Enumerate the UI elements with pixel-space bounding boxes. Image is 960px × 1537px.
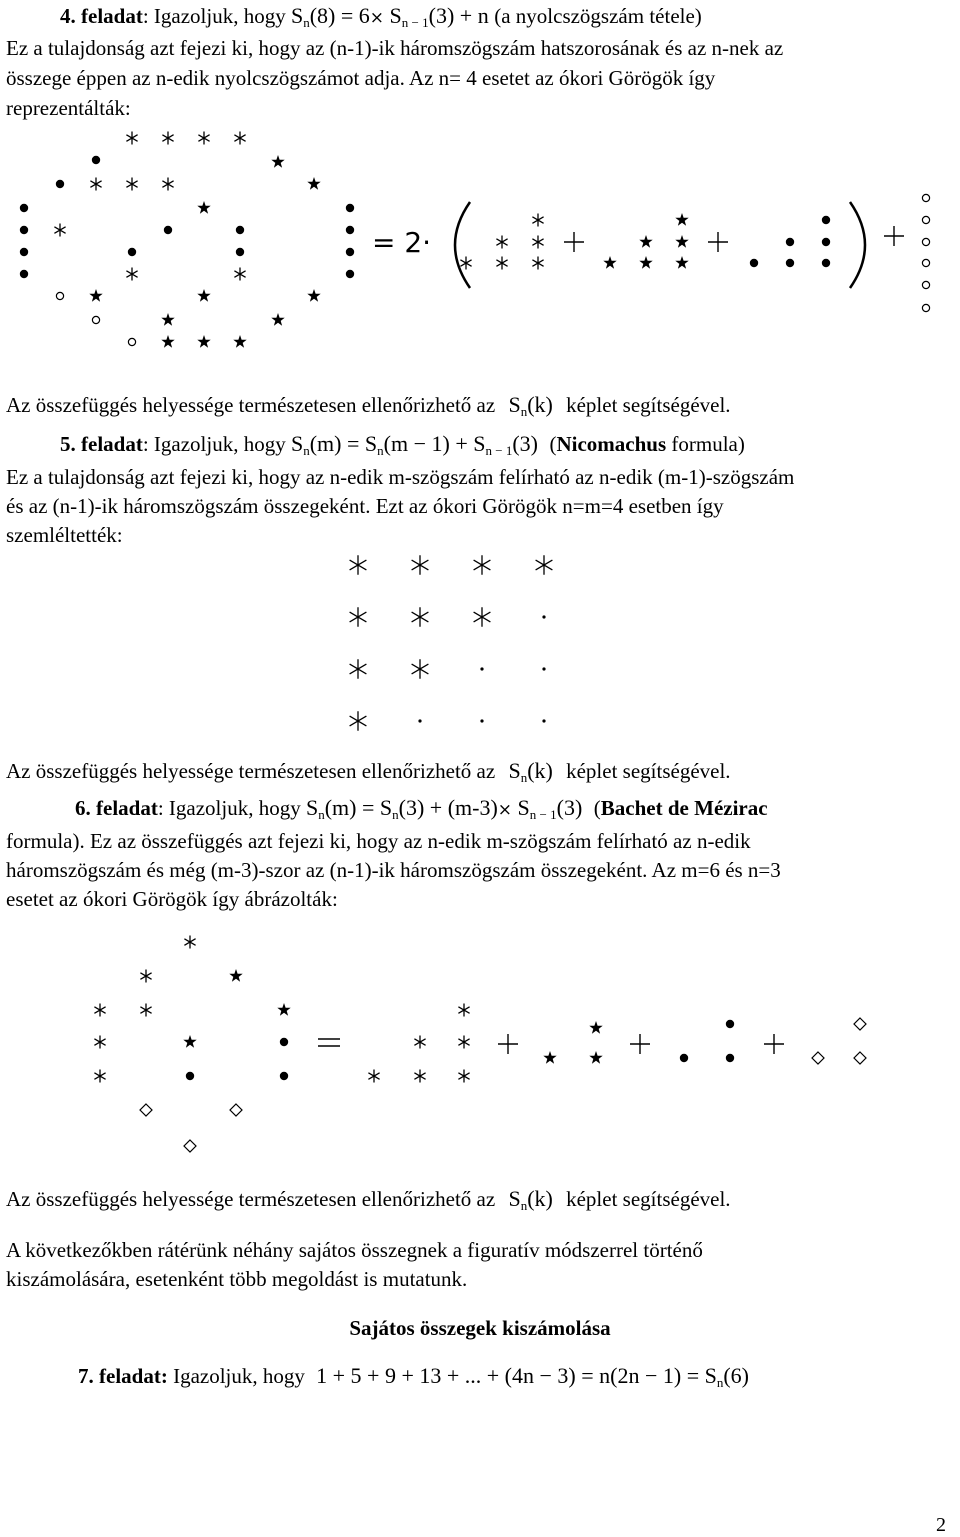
- task7-formula: 1 + 5 + 9 + 13 + ... + $(4n - 3) = n(2n - 1) = S_n(6)$: [316, 1363, 750, 1390]
- task6-heading: [75, 796, 768, 822]
- dot-mark: [750, 259, 758, 267]
- open-paren: [455, 202, 470, 288]
- task4-para-2: összege éppen az n-edik nyolcszögszámot adja. Az n= 4 esetet az ókori Görögök így: [6, 66, 716, 90]
- diamond-mark: [854, 1052, 866, 1064]
- diamond-mark: [184, 1140, 196, 1152]
- dot-mark: [186, 1072, 194, 1080]
- circle-mark: [922, 238, 929, 245]
- asterisk-mark: [474, 555, 491, 575]
- point-mark: [542, 667, 545, 670]
- asterisk-mark: [94, 1036, 105, 1049]
- star-mark: [543, 1051, 556, 1064]
- task6-para-3: esetet az ókori Görögök így ábrázolták:: [6, 887, 338, 911]
- point-mark: [418, 719, 421, 722]
- asterisk-mark: [234, 268, 245, 281]
- task-lead: Igazoljuk, hogy: [167, 1364, 305, 1388]
- asterisk-mark: [458, 1004, 469, 1017]
- dot-mark: [280, 1072, 288, 1080]
- star-mark: [307, 289, 320, 302]
- dot-mark: [346, 226, 354, 234]
- diamond-mark: [812, 1052, 824, 1064]
- task-name: (Bachet de Mézirac: [593, 796, 768, 820]
- plus-sign: [498, 1034, 518, 1054]
- circle-mark: [56, 292, 63, 299]
- task-label: feladat:: [99, 1364, 168, 1388]
- circle-mark: [922, 259, 929, 266]
- dot-mark: [786, 259, 794, 267]
- asterisk-mark: [140, 970, 151, 983]
- task-label: feladat: [96, 796, 158, 820]
- dot-mark: [346, 248, 354, 256]
- task-lead: : Igazoljuk, hogy: [157, 796, 301, 820]
- task-name: (a nyolcszögszám tétele): [494, 4, 702, 28]
- asterisk-mark: [532, 257, 543, 270]
- task-number: 6.: [75, 796, 91, 820]
- point-mark: [480, 667, 483, 670]
- asterisk-mark: [234, 132, 245, 145]
- star-mark: [197, 289, 210, 302]
- star-mark: [639, 256, 652, 269]
- asterisk-mark: [350, 659, 367, 679]
- dot-mark: [822, 216, 830, 224]
- asterisk-mark: [474, 607, 491, 627]
- task-label: feladat: [81, 4, 143, 28]
- asterisk-mark: [458, 1036, 469, 1049]
- star-mark: [233, 335, 246, 348]
- task4-para-3: reprezentálták:: [6, 96, 131, 120]
- task6-check: Az összefüggés helyessége természetesen ellenőrizhető az $S_n(k)$ képlet segítségével.: [6, 1186, 731, 1213]
- task7-heading: [78, 1364, 749, 1388]
- asterisk-mark: [412, 555, 429, 575]
- star-mark: [183, 1035, 196, 1048]
- circle-mark: [922, 281, 929, 288]
- asterisk-mark: [140, 1004, 151, 1017]
- asterisk-mark: [412, 659, 429, 679]
- diamond-mark: [854, 1018, 866, 1030]
- asterisk-mark: [496, 236, 507, 249]
- star-mark: [277, 1003, 290, 1016]
- dot-mark: [726, 1020, 734, 1028]
- dot-mark: [726, 1054, 734, 1062]
- task4-check: Az összefüggés helyessége természetesen ellenőrizhető az $S_n(k)$ képlet segítségével.: [6, 392, 731, 419]
- asterisk-mark: [198, 132, 209, 145]
- task5-heading: [60, 432, 745, 456]
- asterisk-mark: [532, 214, 543, 227]
- plus-sign: [630, 1034, 650, 1054]
- task5-para-3: szemléltették:: [6, 523, 123, 547]
- task6-para-1: formula). Ez az összefüggés azt fejezi ki, hogy az n-edik m-szögszám felírható az n-edik: [6, 829, 751, 853]
- asterisk-mark: [460, 257, 471, 270]
- star-mark: [675, 256, 688, 269]
- star-mark: [89, 289, 102, 302]
- dot-mark: [20, 226, 28, 234]
- diamond-mark: [230, 1104, 242, 1116]
- dot-mark: [822, 238, 830, 246]
- task-label: feladat: [81, 432, 143, 456]
- asterisk-mark: [94, 1004, 105, 1017]
- task4-heading: [60, 4, 702, 30]
- asterisk-mark: [126, 268, 137, 281]
- task5-para-1: Ez a tulajdonság azt fejezi ki, hogy az n-edik m-szögszám felírható az n-edik (m-1)-szögszám: [6, 465, 795, 489]
- star-mark: [161, 313, 174, 326]
- square-grid-marks: [350, 555, 553, 731]
- plus-sign: [708, 232, 728, 252]
- task6-para-2: háromszögszám és még (m-3)-szor az (n-1)-ik háromszögszám összegeként. Az m=6 és n=3: [6, 858, 781, 882]
- star-mark: [589, 1021, 602, 1034]
- dot-mark: [236, 226, 244, 234]
- star-mark: [589, 1051, 602, 1064]
- triangle-groups: [460, 194, 929, 311]
- dot-mark: [822, 259, 830, 267]
- task5-para-2: és az (n-1)-ik háromszögszám összegeként. Ezt az ókori Görögök n=m=4 esetben így: [6, 494, 724, 518]
- point-mark: [542, 615, 545, 618]
- asterisk-mark: [412, 607, 429, 627]
- asterisk-mark: [496, 257, 507, 270]
- star-mark: [639, 235, 652, 248]
- circle-mark: [922, 304, 929, 311]
- star-mark: [603, 256, 616, 269]
- diamond-mark: [140, 1104, 152, 1116]
- asterisk-mark: [162, 178, 173, 191]
- octagonal-figure: [0, 120, 960, 360]
- dot-mark: [164, 226, 172, 234]
- circle-mark: [128, 338, 135, 345]
- dot-mark: [346, 270, 354, 278]
- plus-sign: [564, 232, 584, 252]
- task-number: 5.: [60, 432, 76, 456]
- asterisk-mark: [126, 178, 137, 191]
- task5-formula: $S_n(m) = S_n(m - 1) + S_{n - 1}(3)$: [290, 431, 538, 458]
- close-paren: [850, 202, 865, 288]
- task4-formula: $S_n(8) = 6\times S_{n - 1}(3) + n$: [290, 3, 489, 30]
- task-lead: : Igazoljuk, hogy: [142, 432, 286, 456]
- dot-mark: [680, 1054, 688, 1062]
- star-mark: [307, 177, 320, 190]
- asterisk-mark: [126, 132, 137, 145]
- star-mark: [675, 235, 688, 248]
- dot-mark: [280, 1038, 288, 1046]
- asterisk-mark: [368, 1070, 379, 1083]
- figure-equals: [318, 1039, 340, 1046]
- asterisk-mark: [414, 1070, 425, 1083]
- task-name: (Nicomachus formula): [549, 432, 745, 456]
- star-mark: [675, 213, 688, 226]
- asterisk-mark: [532, 236, 543, 249]
- dot-mark: [346, 204, 354, 212]
- asterisk-mark: [184, 936, 195, 949]
- dot-mark: [92, 156, 100, 164]
- plus-sign: [764, 1034, 784, 1054]
- task4-para-1: Ez a tulajdonság azt fejezi ki, hogy az (n-1)-ik háromszögszám hatszorosának és az n-nek az: [6, 36, 784, 60]
- task5-check: Az összefüggés helyessége természetesen ellenőrizhető az $S_n(k)$ képlet segítségével.: [6, 758, 731, 785]
- intro-line-2: kiszámolására, esetenként több megoldást is mutatunk.: [6, 1267, 468, 1291]
- octagon-marks: [20, 132, 354, 348]
- asterisk-mark: [414, 1036, 425, 1049]
- hexagon-marks: [94, 936, 866, 1153]
- section-title: Sajátos összegek kiszámolása: [349, 1316, 611, 1340]
- asterisk-mark: [458, 1070, 469, 1083]
- star-mark: [161, 335, 174, 348]
- asterisk-mark: [90, 178, 101, 191]
- circle-mark: [92, 316, 99, 323]
- nicomachus-figure: [0, 545, 960, 735]
- asterisk-mark: [350, 711, 367, 731]
- star-mark: [229, 969, 242, 982]
- point-mark: [542, 719, 545, 722]
- task-number: 4.: [60, 4, 76, 28]
- asterisk-mark: [350, 607, 367, 627]
- page-number: 2: [936, 1514, 946, 1536]
- star-mark: [271, 155, 284, 168]
- circle-mark: [922, 216, 929, 223]
- dot-mark: [786, 238, 794, 246]
- dot-mark: [20, 270, 28, 278]
- asterisk-mark: [94, 1070, 105, 1083]
- dot-mark: [20, 204, 28, 212]
- plus-sign: [884, 226, 904, 246]
- task6-formula: $S_n(m) = S_n(3) + (m-3)\times S_{n - 1}(3)$: [305, 795, 583, 822]
- star-mark: [197, 335, 210, 348]
- circle-mark: [922, 194, 929, 201]
- star-mark: [197, 201, 210, 214]
- dot-mark: [20, 248, 28, 256]
- dot-mark: [128, 248, 136, 256]
- dot-mark: [236, 248, 244, 256]
- star-mark: [271, 313, 284, 326]
- intro-line-1: A következőkben rátérünk néhány sajátos összegnek a figuratív módszerrel történő: [6, 1238, 703, 1262]
- figure-equals: = 2·: [372, 226, 432, 259]
- asterisk-mark: [350, 555, 367, 575]
- task-lead: : Igazoljuk, hogy: [142, 4, 286, 28]
- task-number: 7.: [78, 1364, 94, 1388]
- bachet-figure: [0, 920, 960, 1160]
- asterisk-mark: [536, 555, 553, 575]
- dot-mark: [56, 180, 64, 188]
- asterisk-mark: [54, 224, 65, 237]
- point-mark: [480, 719, 483, 722]
- asterisk-mark: [162, 132, 173, 145]
